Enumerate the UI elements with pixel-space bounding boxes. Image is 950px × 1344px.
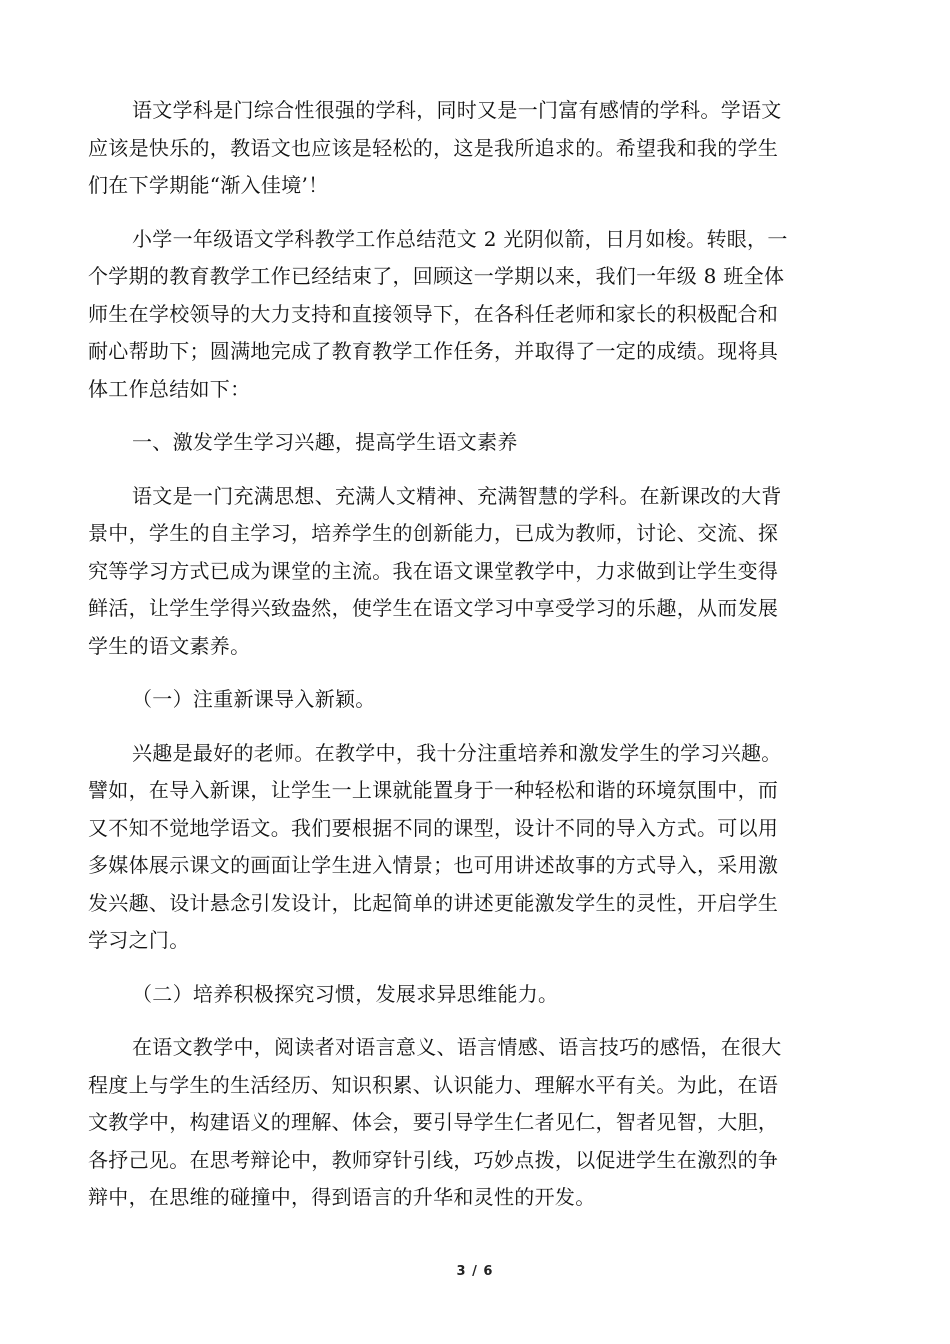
page-number: 3 / 6 (456, 1264, 494, 1279)
paragraph-line: 程度上与学生的生活经历、知识积累、认识能力、理解水平有关。为此，在语 (88, 1072, 779, 1097)
paragraph-1 (88, 92, 848, 205)
paragraph-line: 个学期的教育教学工作已经结束了，回顾这一学期以来，我们一年级 8 班全体 (88, 264, 785, 288)
paragraph-line: 语文是一门充满思想、充满人文精神、充满智慧的学科。在新课改的大背 (132, 483, 782, 508)
heading-line: （一）注重新课导入新颖。 (132, 687, 376, 711)
paragraph-5 (88, 1029, 848, 1217)
subsection-heading-2 (88, 976, 848, 1014)
paragraph-line: 又不知不觉地学语文。我们要根据不同的课型，设计不同的导入方式。可以用 (88, 815, 779, 840)
heading-line: （二）培养积极探究习惯，发展求异思维能力。 (132, 981, 559, 1006)
paragraph-line: 耐心帮助下；圆满地完成了教育教学工作任务，并取得了一定的成绩。现将具 (88, 339, 779, 363)
paragraph-line: 应该是快乐的，教语文也应该是轻松的，这是我所追求的。希望我和我的学生 (88, 135, 779, 160)
paragraph-4 (88, 735, 848, 960)
subsection-heading-1 (88, 681, 848, 719)
section-heading-1 (88, 424, 848, 462)
paragraph-line: 各抒己见。在思考辩论中，教师穿针引线，巧妙点拨，以促进学生在激烈的争 (88, 1147, 779, 1172)
paragraph-line: 学生的语文素养。 (88, 633, 251, 658)
paragraph-line: 譬如，在导入新课，让学生一上课就能置身于一种轻松和谐的环境氛围中，而 (88, 778, 779, 802)
paragraph-line: 辩中，在思维的碰撞中，得到语言的升华和灵性的开发。 (88, 1185, 596, 1209)
paragraph-3 (88, 478, 848, 666)
paragraph-line: 鲜活，让学生学得兴致盎然，使学生在语文学习中享受学习的乐趣，从而发展 (88, 596, 779, 620)
paragraph-line: 学习之门。 (88, 928, 190, 952)
paragraph-line: 景中，学生的自主学习，培养学生的创新能力，已成为教师，讨论、交流、探 (88, 521, 779, 545)
paragraph-line: 多媒体展示课文的画面让学生进入情景；也可用讲述故事的方式导入，采用激 (88, 853, 779, 877)
paragraph-line: 兴趣是最好的老师。在教学中，我十分注重培养和激发学生的学习兴趣。 (132, 740, 782, 765)
paragraph-line: 发兴趣、设计悬念引发设计，比起简单的讲述更能激发学生的灵性，开启学生 (88, 890, 779, 915)
document-body (88, 92, 848, 1233)
paragraph-line: 语文学科是门综合性很强的学科，同时又是一门富有感情的学科。学语文 (132, 98, 782, 122)
paragraph-line: 体工作总结如下： (88, 376, 251, 401)
paragraph-line: 师生在学校领导的大力支持和直接领导下，在各科任老师和家长的积极配合和 (88, 301, 779, 326)
paragraph-line: 小学一年级语文学科教学工作总结范文 2 光阴似箭，日月如梭。转眼，一 (132, 226, 788, 251)
paragraph-2 (88, 221, 848, 409)
paragraph-line: 在语文教学中，阅读者对语言意义、语言情感、语言技巧的感悟，在很大 (132, 1035, 782, 1059)
paragraph-line: 们在下学期能“渐入佳境’！ (88, 173, 329, 197)
paragraph-line: 究等学习方式已成为课堂的主流。我在语文课堂教学中，力求做到让学生变得 (88, 558, 779, 583)
heading-line: 一、激发学生学习兴趣，提高学生语文素养 (132, 430, 518, 454)
paragraph-line: 文教学中，构建语义的理解、体会，要引导学生仁者见仁，智者见智，大胆， (88, 1110, 779, 1134)
